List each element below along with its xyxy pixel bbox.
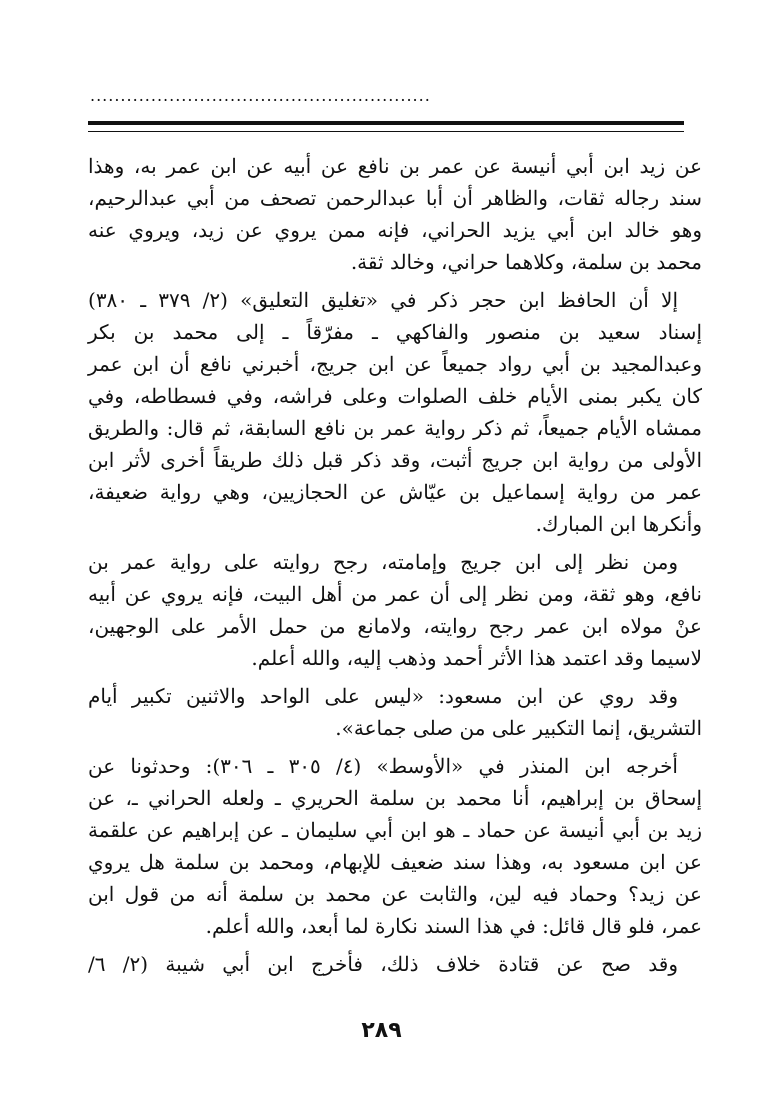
text-line: وقد صح عن قتادة خلاف ذلك، فأخرج ابن أبي شيبة (٢/ ٦/	[88, 952, 678, 976]
text-line: عن زيد ابن أبي أنيسة عن عمر بن نافع عن أبيه عن ابن عمر به، وهذا	[88, 154, 702, 178]
page-number: ٢٨٩	[361, 1018, 402, 1043]
text-line: محمد بن سلمة، وكلاهما حراني، وخالد ثقة.	[350, 250, 702, 274]
text-line: عمر من رواية إسماعيل بن عيّاش عن الحجازيين، وهي رواية ضعيفة،	[88, 480, 702, 504]
text-line: عنْ مولاه ابن عمر رجح روايته، ولامانع من حمل الأمر على الوجهين،	[88, 614, 702, 638]
paragraph-4	[88, 680, 702, 744]
text-line: إسحاق بن إبراهيم، أنا محمد بن سلمة الحريري ـ ولعله الحراني ـ، عن	[88, 786, 702, 810]
text-line: وهو خالد ابن أبي يزيد الحراني، فإنه ممن يروي عن زيد، ويروي عنه	[88, 218, 702, 242]
text-line: عن زيد؟ وحماد فيه لين، والثابت عن محمد بن سلمة أنه من قول ابن	[88, 882, 702, 906]
text-line: أخرجه ابن المنذر في «الأوسط» (٤/ ٣٠٥ ـ ٣٠٦): وحدثونا عن	[88, 754, 678, 778]
text-line: وعبدالمجيد بن أبي رواد جميعاً عن ابن جريج، أخبرني نافع أن ابن عمر	[88, 352, 702, 376]
text-line: وقد روي عن ابن مسعود: «ليس على الواحد والاثنين تكبير أيام	[88, 684, 678, 708]
text-line: زيد بن أبي أنيسة عن حماد ـ هو ابن أبي سليمان ـ عن إبراهيم عن علقمة	[88, 818, 702, 842]
paragraph-6	[88, 948, 702, 980]
text-line: كان يكبر بمنى الأيام خلف الصلوات وعلى فراشه، وفي فسطاطه، وفي	[88, 384, 702, 408]
text-line: الأولى من رواية ابن جريج أثبت، وقد ذكر قبل ذلك طريقاً أخرى لأثر ابن	[88, 448, 702, 472]
header-rule-thick	[88, 121, 684, 125]
text-line: عن ابن مسعود به، وهذا سند ضعيف للإبهام، ومحمد بن سلمة هل يروي	[88, 850, 702, 874]
header-rule-thin	[88, 131, 684, 132]
text-line: عمر، فلو قال قائل: في هذا السند نكارة لما أبعد، والله أعلم.	[205, 914, 702, 938]
header-dotted-line: ........................................................	[90, 86, 431, 105]
text-line: وأنكرها ابن المبارك.	[535, 512, 702, 536]
text-line: ومن نظر إلى ابن جريج وإمامته، رجح روايته على رواية عمر بن	[88, 550, 678, 574]
text-line: سند رجاله ثقات، والظاهر أن أبا عبدالرحمن تصحف من أبي عبدالرحيم،	[88, 186, 702, 210]
paragraph-5	[88, 750, 702, 942]
paragraph-3	[88, 546, 702, 674]
text-line: ممشاه الأيام جميعاً، ثم ذكر رواية عمر بن نافع السابقة، ثم قال: والطريق	[88, 416, 702, 440]
paragraph-2	[88, 284, 702, 540]
text-line: إسناد سعيد بن منصور والفاكهي ـ مفرّقاً ـ إلى محمد بن بكر	[88, 320, 702, 344]
paragraph-1	[88, 150, 702, 278]
text-line: إلا أن الحافظ ابن حجر ذكر في «تغليق التعليق» (٢/ ٣٧٩ ـ ٣٨٠)	[88, 288, 678, 312]
text-line: لاسيما وقد اعتمد هذا الأثر أحمد وذهب إليه، والله أعلم.	[251, 646, 702, 670]
body-text	[88, 150, 702, 986]
text-line: نافع، وهو ثقة، ومن نظر إلى أن عمر من أهل البيت، فإنه يروي عن أبيه	[88, 582, 702, 606]
text-line: التشريق، إنما التكبير على من صلى جماعة».	[335, 716, 702, 740]
